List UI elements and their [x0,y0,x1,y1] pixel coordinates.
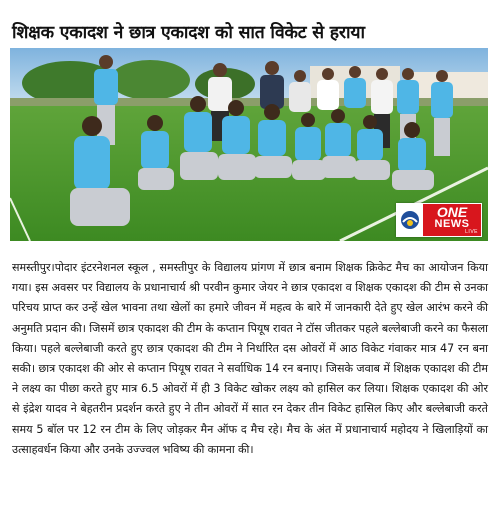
news-channel-logo [396,203,482,237]
headline: शिक्षक एकादश ने छात्र एकादश को सात विकेट से हराया [12,22,365,43]
channel-emblem-icon [397,204,423,236]
tree [110,60,190,100]
team-photo [10,48,488,241]
article-body: समस्तीपुर।पोदार इंटरनेशनल स्कूल , समस्तीपुर के विद्यालय प्रांगण में छात्र बनाम शिक्षक क्रिकेट मैच का आयोजन किया गया। इस अवसर पर विद्यालय के प्रधानाचार्य श्री परवीन कुमार जेयर ने छात्र एकादश व शिक्षक एकादश की टीम से उनका परिचय प्राप्त कर उन्हें खेल भावना तथा खेलों का हमारे जीवन में महत्व के बारे में जानकारी देते हुए खेल आरंभ करने की अनुमति प्रदान की। जिसमें छात्र एकादश की टीम के कप्तान पियूष रावत ने टॉस जीतकर पहले बल्लेबाजी करने का फैसला किया। पहले बल्लेबाजी करते हुए छात्र एकादश की टीम ने निर्धारित दस ओवरों में आठ विकेट गंवाकर मात्र 47 रन बना सकी। छात्र एकादश की ओर से कप्तान पियूष रावत ने सर्वाधिक 14 रन बनाए। जिसके जवाब में शिक्षक एकादश की टीम ने लक्ष्य का पीछा करते हुए मात्र 6.5 ओवरों में ही 3 विकेट खोकर लक्ष्य को हासिल कर लिया। शिक्षक एकादश की ओर से इंद्रेश यादव ने बेहतरीन प्रदर्शन करते हुए ने तीन ओवरों में सात रन देकर तीन विकेट हासिल किए और बल्लेबाजी करते समय 5 बॉल पर 12 रन टीम के लिए जोड़कर मैन ऑफ द मैच रहे। मैच के अंत में प्रधानाचार्य महोदय ने खिलाड़ियों का उत्साहवर्धन किया और उनके उज्ज्वल भविष्य की कामना की। [12,261,489,456]
brand-bottom-text: NEWS [434,218,470,230]
brand-tag-text: LIVE [465,229,478,235]
channel-brand [423,204,481,236]
brand-top-text: ONE [436,204,468,220]
